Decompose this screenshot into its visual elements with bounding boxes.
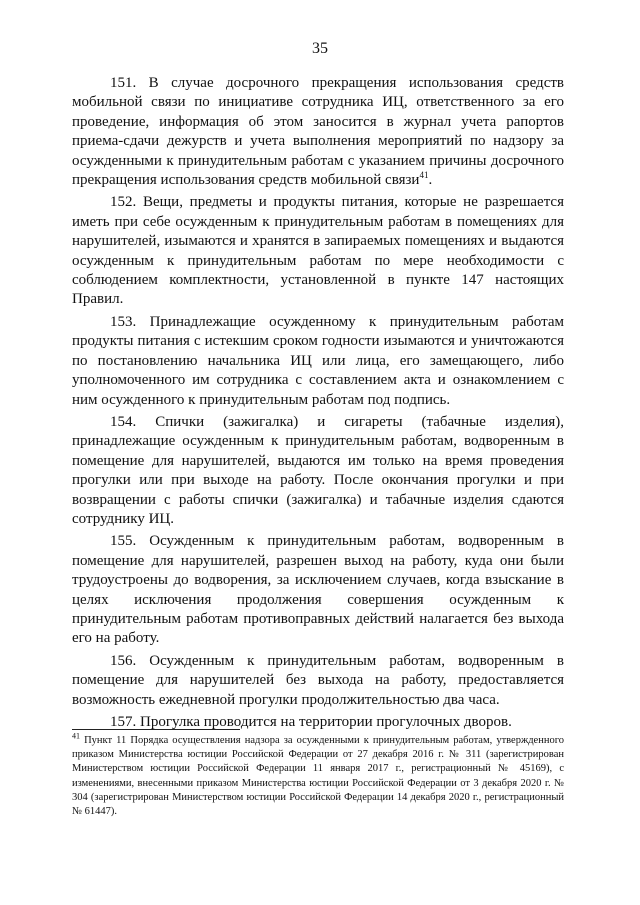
document-body xyxy=(72,74,564,735)
paragraph-152: 152. Вещи, предметы и продукты питания, которые не разрешается иметь при себе осужденным к принудительным работам в помещениях для нарушителей, изымаются и хранятся в запираемых помещениях и выдаются осужденным к принудительным работам по мере необходимости с соблюдением комплектности, установленной в пункте 147 настоящих Правил. xyxy=(72,194,564,308)
footnote-separator xyxy=(72,729,240,730)
paragraph-155: 155. Осужденным к принудительным работам, водворенным в помещение для нарушителей, разрешен выход на работу, куда они были трудоустроены до водворения, за исключением случаев, когда взыскание в целях исключения продолжения совершения осужденным к принудительным работам противоправных действий налагается без выхода его на работу. xyxy=(72,533,564,647)
paragraph-157: 157. Прогулка проводится на территории прогулочных дворов. xyxy=(110,714,512,730)
paragraph-156: 156. Осужденным к принудительным работам, водворенным в помещение для нарушителей без выхода на работу, предоставляется возможность ежедневной прогулки продолжительностью два часа. xyxy=(72,652,564,708)
paragraph-151: 151. В случае досрочного прекращения использования средств мобильной связи по инициативе сотрудника ИЦ, ответственного за его проведение, информация об этом заносится в журнал учета рапортов приема-сдачи дежурств и учета выполнения мероприятий по надзору за осужденными к принудительным работам с указанием причины досрочного прекращения использования средств мобильной связи$^{41}$. xyxy=(72,75,564,189)
paragraph-154: 154. Спички (зажигалка) и сигареты (табачные изделия), принадлежащие осужденным к принудительным работам, водворенным в помещение для нарушителей, выдаются им только на время проведения прогулки или при выходе на работу. После окончания прогулки и при возвращении с работы спички (зажигалка) и табачные изделия сдаются сотруднику ИЦ. xyxy=(72,413,564,527)
footnote-41 xyxy=(72,731,565,819)
footnote-ref-41[interactable]: 41 xyxy=(419,170,429,181)
page-number: 35 xyxy=(312,40,328,57)
paragraph-153: 153. Принадлежащие осужденному к принудительным работам продукты питания с истекшим сроком годности изымаются и уничтожаются по постановлению начальника ИЦ или лица, его замещающего, либо уполномоченного им сотрудника с составлением акта и ознакомлением с ним осужденного к принудительным работам под подпись. xyxy=(72,313,564,408)
footnote-number: 41 xyxy=(72,731,80,741)
footnote-text: Пункт 11 Порядка осуществления надзора за осужденными к принудительным работам, утвержденного приказом Министерства юстиции Российской Федерации от 27 декабря 2016 г. № 311 (зарегистрирован Министерством юстиции Российской Федерации 11 января 2017 г., регистрационный № 45169), с изменениями, внесенными приказом Министерства юстиции Российской Федерации от 3 декабря 2020 г. № 304 (зарегистрирован Министерством юстиции Российской Федерации 14 декабря 2020 г., регистрационный № 61447). xyxy=(72,735,565,818)
